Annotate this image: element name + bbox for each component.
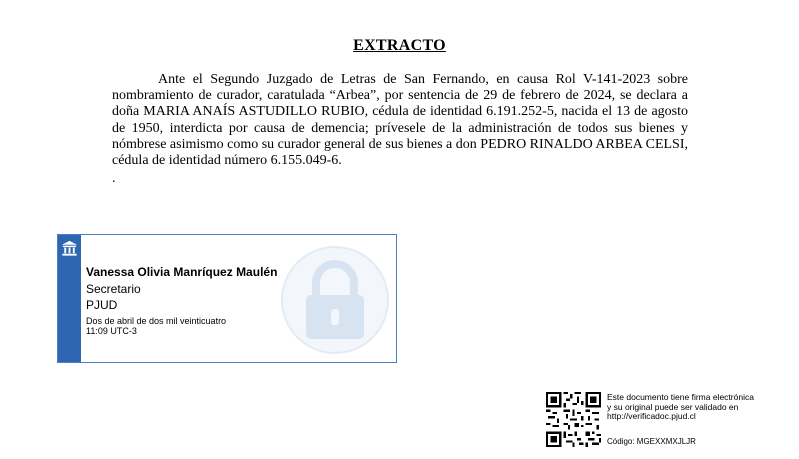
padlock-icon <box>280 245 390 355</box>
signer-organization: PJUD <box>86 298 118 312</box>
verification-line-1: Este documento tiene firma electrónica <box>607 392 754 402</box>
electronic-signature-box <box>57 234 397 363</box>
signer-role: Secretario <box>86 282 141 296</box>
extract-paragraph: Ante el Segundo Juzgado de Letras de San Fernando, en causa Rol V-141-2023 sobre nombramiento de curador, caratulada “Arbea”, por sentencia de 29 de febrero de 2024, se declara a doña MARIA ANAÍS ASTUDILLO RUBIO, cédula de identidad 6.191.252-5, nacida el 13 de agosto de 1950, interdicta por causa de demencia; prívesele de la administración de todos sus bienes y nómbrese asimismo como su curador general de sus bienes a don PEDRO RINALDO ARBEA CELSI, cédula de identidad número 6.155.049-6. <box>112 72 688 169</box>
signer-name: Vanessa Olivia Manríquez Maulén <box>86 265 278 279</box>
verification-url[interactable]: http://verificadoc.pjud.cl <box>607 411 696 421</box>
qr-code-icon <box>546 392 601 447</box>
document-body <box>112 72 688 187</box>
signature-side-bar <box>58 235 81 362</box>
signature-time: 11:09 UTC-3 <box>86 326 137 336</box>
signature-timestamp <box>86 316 226 336</box>
courthouse-icon <box>60 239 79 258</box>
verification-line-2: y su original puede ser validado en <box>607 401 739 412</box>
trailing-dot: . <box>112 171 116 187</box>
verification-notice <box>607 393 797 422</box>
verification-code: Código: MGEXXMXJLJR <box>607 437 696 446</box>
document-title: EXTRACTO <box>353 37 446 54</box>
signature-date: Dos de abril de dos mil veinticuatro <box>86 316 227 326</box>
